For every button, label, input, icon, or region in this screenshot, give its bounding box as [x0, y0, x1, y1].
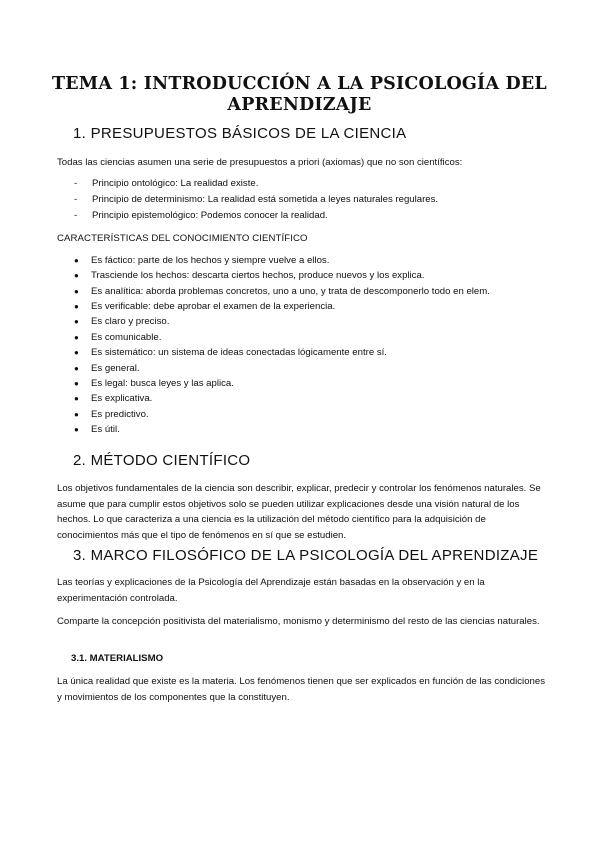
- dash-marker: -: [74, 194, 78, 205]
- section-2-paragraph: Los objetivos fundamentales de la ciencia son describir, explicar, predecir y controlar los fenómenos naturales. Se asume que para cumplir estos objetivos solo se pueden utilizar explicaciones desde una visión natural de los hechos. Lo que caracteriza a una ciencia es la utilización del método científico para la adquisición de conocimientos más que el tipo de fenómenos en sí que se estudien.: [57, 483, 541, 541]
- bullet-marker: ●: [74, 379, 79, 388]
- document-title: [40, 74, 559, 116]
- bullet-item-text: Es fáctico: parte de los hechos y siempre vuelve a ellos.: [91, 255, 330, 266]
- bullet-item-text: Es verificable: debe aprobar el examen de la experiencia.: [91, 301, 336, 312]
- subsection-3-1-heading: 3.1. MATERIALISMO: [71, 653, 164, 664]
- subsection-3-1-paragraph: La única realidad que existe es la materia. Los fenómenos tienen que ser explicados en función de las condiciones y movimientos de los componentes que la constituyen.: [57, 676, 545, 703]
- dash-item-text: Principio epistemológico: Podemos conocer la realidad.: [92, 210, 328, 221]
- bullet-item-text: Es predictivo.: [91, 409, 149, 420]
- section-2-heading: 2. MÉTODO CIENTÍFICO: [73, 452, 251, 469]
- section-3-heading: 3. MARCO FILOSÓFICO DE LA PSICOLOGÍA DEL APRENDIZAJE: [73, 547, 539, 564]
- bullet-marker: ●: [74, 302, 79, 311]
- bullet-item-text: Es legal: busca leyes y las aplica.: [91, 378, 234, 389]
- bullet-marker: ●: [74, 348, 79, 357]
- title-line-2: APRENDIZAJE: [227, 95, 372, 115]
- bullet-marker: ●: [74, 317, 79, 326]
- section-1-heading: 1. PRESUPUESTOS BÁSICOS DE LA CIENCIA: [73, 125, 407, 142]
- dash-item-text: Principio ontológico: La realidad existe.: [92, 178, 259, 189]
- section-3-paragraph-2: Comparte la concepción positivista del materialismo, monismo y determinismo del resto de las ciencias naturales.: [57, 616, 540, 627]
- dash-marker: -: [74, 210, 78, 221]
- bullet-marker: ●: [74, 394, 79, 403]
- title-line-1: TEMA 1: INTRODUCCIÓN A LA PSICOLOGÍA DEL: [52, 74, 547, 94]
- bullet-marker: ●: [74, 287, 79, 296]
- bullet-item-text: Trasciende los hechos: descarta ciertos hechos, produce nuevos y los explica.: [91, 270, 425, 281]
- bullet-marker: ●: [74, 410, 79, 419]
- bullet-item-text: Es sistemático: un sistema de ideas conectadas lógicamente entre sí.: [91, 347, 387, 358]
- bullet-marker: ●: [74, 364, 79, 373]
- bullet-item-text: Es comunicable.: [91, 332, 162, 343]
- bullet-marker: ●: [74, 333, 79, 342]
- characteristics-heading: CARACTERÍSTICAS DEL CONOCIMIENTO CIENTÍFICO: [57, 233, 308, 244]
- dash-marker: -: [74, 178, 78, 189]
- bullet-marker: ●: [74, 425, 79, 434]
- bullet-item-text: Es explicativa.: [91, 393, 153, 404]
- section-3-paragraph-1: Las teorías y explicaciones de la Psicología del Aprendizaje están basadas en la observación y en la experimentación controlada.: [57, 577, 485, 604]
- bullet-marker: ●: [74, 256, 79, 265]
- bullet-marker: ●: [74, 271, 79, 280]
- section-1-intro: Todas las ciencias asumen una serie de presupuestos a priori (axiomas) que no son científicos:: [57, 157, 463, 168]
- bullet-item-text: Es claro y preciso.: [91, 316, 170, 327]
- dash-item-text: Principio de determinismo: La realidad está sometida a leyes naturales regulares.: [92, 194, 439, 205]
- bullet-item-text: Es útil.: [91, 424, 120, 435]
- bullet-item-text: Es general.: [91, 363, 140, 374]
- bullet-item-text: Es analítica: aborda problemas concretos, uno a uno, y trata de descomponerlo todo en elem.: [91, 286, 490, 297]
